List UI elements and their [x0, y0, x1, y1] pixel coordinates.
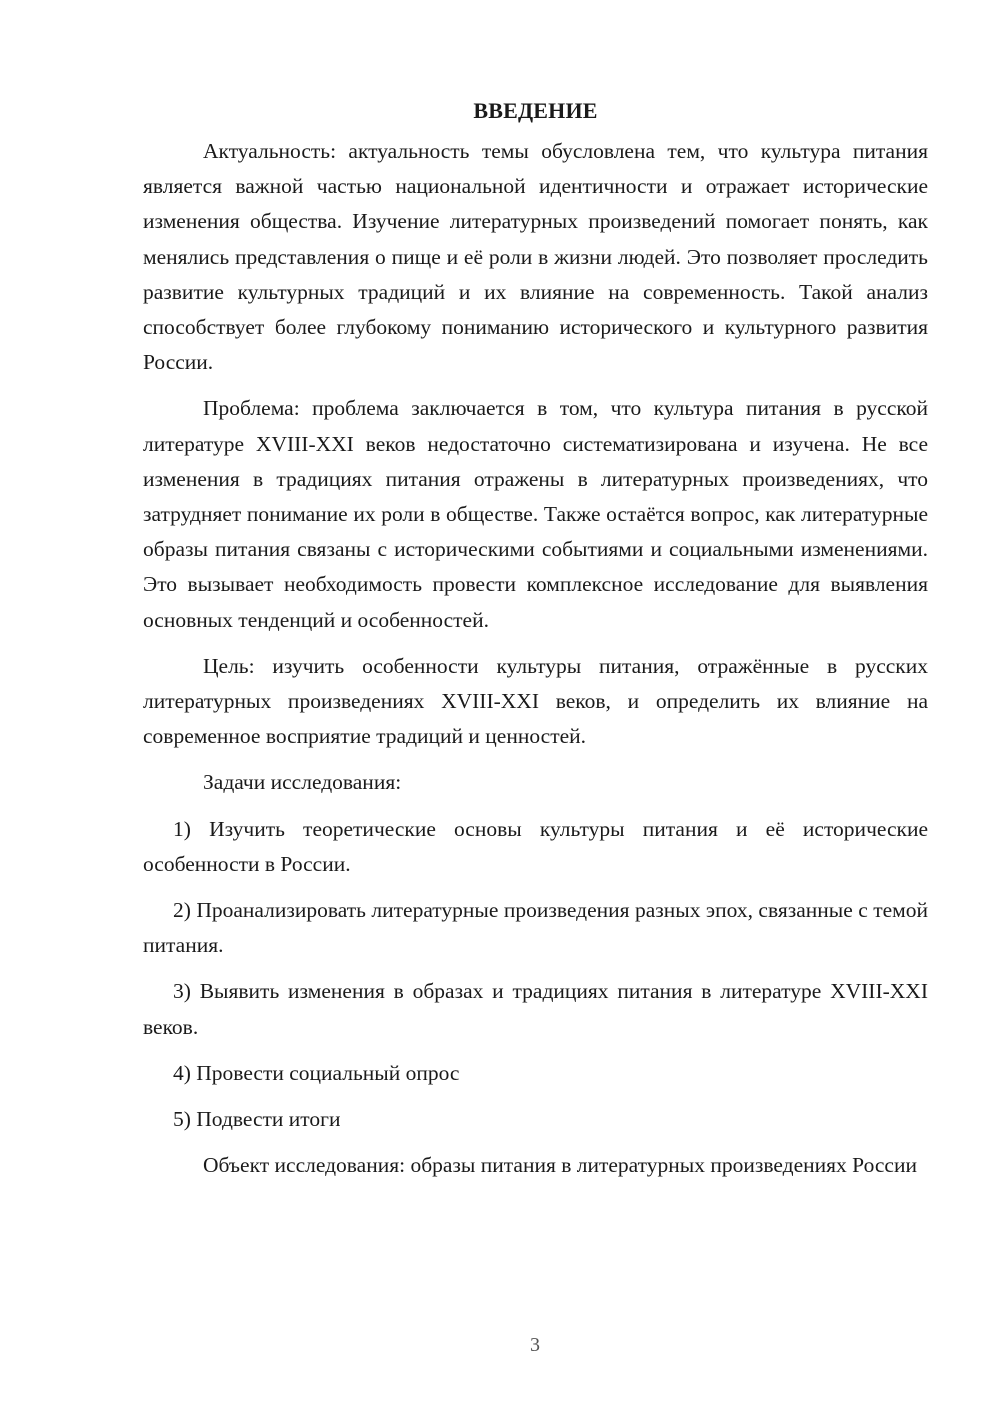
tasks-heading: Задачи исследования: [203, 770, 402, 795]
relevance-paragraph: Актуальность: актуальность темы обусловлена тем, что культура питания является важной частью национальной идентичности и отражает исторические изменения общества. Изучение литературных произведений помогает понять, как менялись представления о пище и её роли в жизни людей. Это позволяет проследить развитие культурных традиций и их влияние на современность. Такой анализ способствует более глубокому пониманию исторического и культурного развития России. [143, 139, 928, 375]
task-item: 2) Проанализировать литературные произведения разных эпох, связанные с темой питания. [143, 898, 928, 958]
page-content [143, 96, 928, 1194]
task-item: 3) Выявить изменения в образах и традициях питания в литературе XVIII-XXI веков. [143, 979, 928, 1039]
goal-paragraph: Цель: изучить особенности культуры питания, отражённые в русских литературных произведениях XVIII-XXI веков, и определить их влияние на современное восприятие традиций и ценностей. [143, 653, 928, 749]
task-item: 1) Изучить теоретические основы культуры питания и её исторические особенности в России. [143, 816, 928, 876]
section-title: ВВЕДЕНИЕ [473, 98, 598, 123]
task-item: 5) Подвести итоги [173, 1107, 341, 1132]
problem-paragraph: Проблема: проблема заключается в том, что культура питания в русской литературе XVIII-XXI веков недостаточно систематизирована и изучена. Не все изменения в традициях питания отражены в литературных произведениях, что затрудняет понимание их роли в обществе. Также остаётся вопрос, как литературные образы питания связаны с историческими событиями и социальными изменениями. Это вызывает необходимость провести комплексное исследование для выявления основных тенденций и особенностей. [143, 396, 928, 632]
object-paragraph: Объект исследования: образы питания в литературных произведениях России [203, 1153, 917, 1178]
task-item: 4) Провести социальный опрос [173, 1060, 460, 1085]
page-number: 3 [530, 1334, 540, 1356]
